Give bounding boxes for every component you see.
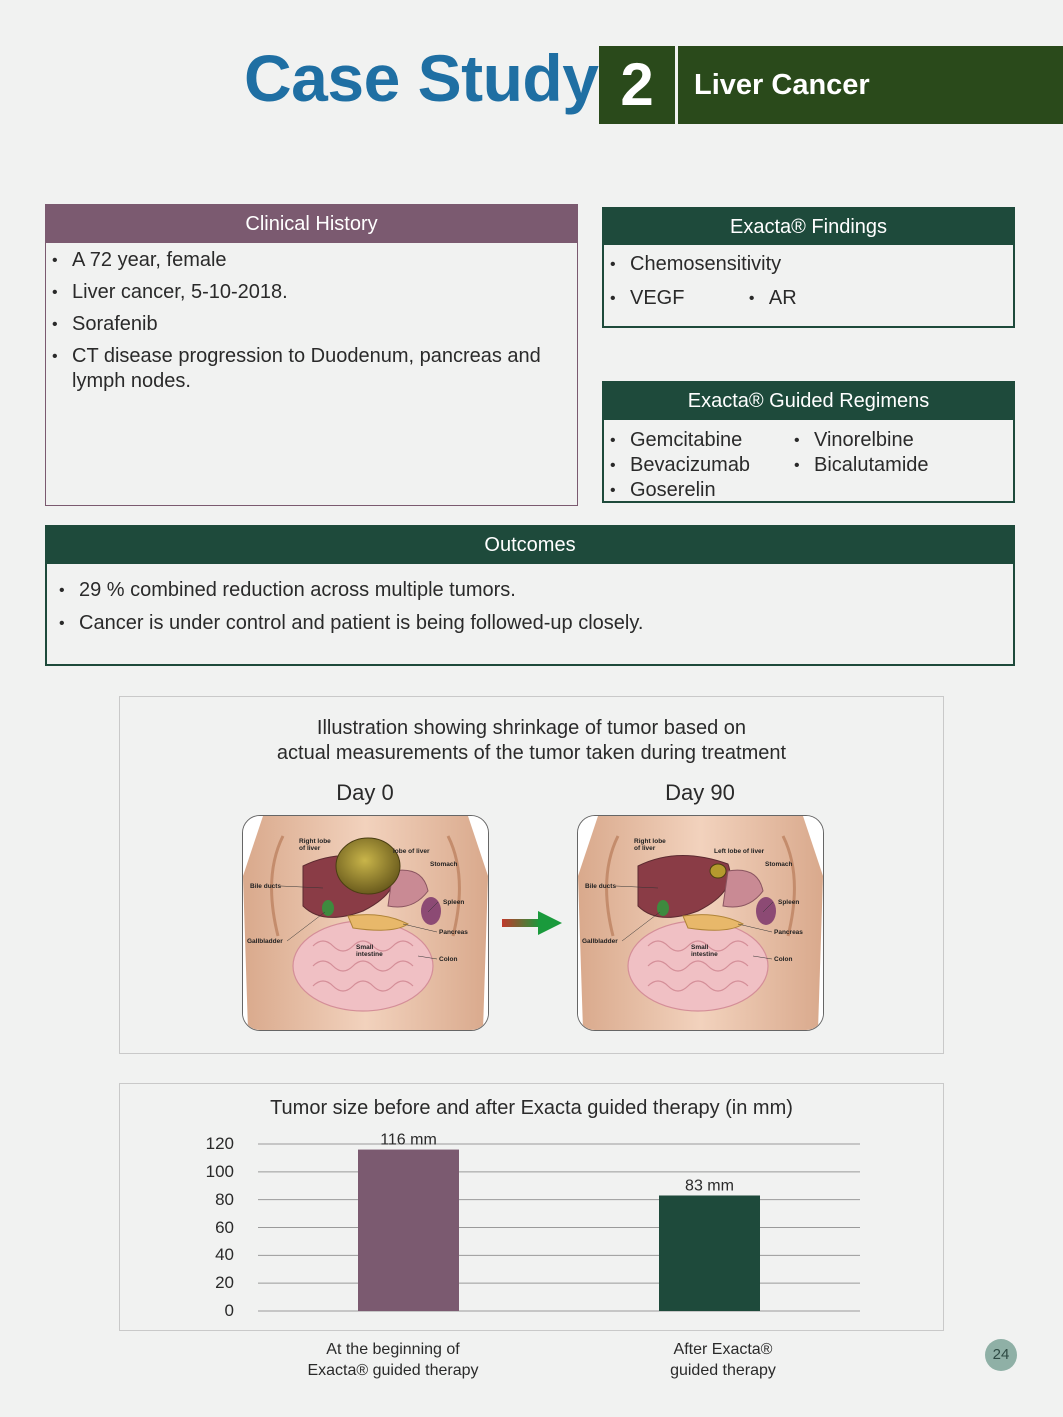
chart-title: Tumor size before and after Exacta guided therapy (in mm) xyxy=(270,1097,793,1119)
list-item: • Bicalutamide xyxy=(788,453,929,478)
label-right-lobe: Right lobe xyxy=(299,838,331,845)
findings-heading: Exacta® Findings xyxy=(604,209,1013,245)
label-bile-ducts: Bile ducts xyxy=(585,883,617,890)
regimens-heading: Exacta® Guided Regimens xyxy=(604,383,1013,420)
label-stomach: Stomach xyxy=(430,861,458,868)
regimens-list-col2 xyxy=(788,428,929,478)
illustration-panel xyxy=(119,696,944,1054)
findings-box xyxy=(602,207,1015,328)
list-item: • Cancer is under control and patient is being followed-up closely. xyxy=(53,611,1013,636)
category-label xyxy=(623,1339,823,1381)
label-right-lobe: Right lobe xyxy=(634,838,666,845)
bar-chart xyxy=(120,1084,943,1330)
list-item: • VEGF xyxy=(604,286,684,311)
illustration-title-line2: actual measurements of the tumor taken during treatment xyxy=(276,742,787,764)
list-item: • Vinorelbine xyxy=(788,428,929,453)
illustration-title xyxy=(120,716,943,766)
label-intestine: intestine xyxy=(691,951,718,958)
label-pancreas: Pancreas xyxy=(774,929,803,936)
list-item: • Liver cancer, 5-10-2018. xyxy=(46,280,569,305)
findings-list xyxy=(604,245,1013,311)
list-item: • Sorafenib xyxy=(46,312,569,337)
label-small: Small xyxy=(691,944,709,951)
list-item: • A 72 year, female xyxy=(46,248,569,273)
case-subtitle-banner: Liver Cancer xyxy=(678,46,1063,124)
label-of-liver: of liver xyxy=(299,845,321,852)
outcomes-list xyxy=(47,564,1013,636)
label-left-lobe: Left lobe of liver xyxy=(714,848,765,855)
y-tick-label: 100 xyxy=(205,1161,234,1181)
progress-arrow-icon xyxy=(502,910,564,936)
list-item: • 29 % combined reduction across multiple tumors. xyxy=(53,578,1013,603)
list-item: • Bevacizumab xyxy=(604,453,750,478)
page-title: Case Study xyxy=(244,41,599,115)
y-tick-label: 40 xyxy=(215,1245,234,1265)
regimens-list-col1 xyxy=(604,428,750,503)
list-item: • CT disease progression to Duodenum, pancreas and lymph nodes. xyxy=(46,344,569,394)
label-stomach: Stomach xyxy=(765,861,793,868)
label-of-liver: of liver xyxy=(634,845,656,852)
y-tick-label: 0 xyxy=(224,1301,234,1320)
label-gallbladder: Gallbladder xyxy=(247,938,283,945)
category-label xyxy=(293,1339,493,1381)
label-spleen: Spleen xyxy=(443,899,465,906)
label-bile-ducts: Bile ducts xyxy=(250,883,282,890)
day0-label: Day 0 xyxy=(336,780,394,805)
day0-anatomy-illustration xyxy=(242,815,489,1031)
label-colon: Colon xyxy=(439,956,458,963)
label-pancreas: Pancreas xyxy=(439,929,468,936)
category-label-line: At the beginning of xyxy=(326,1341,460,1358)
list-item: • Goserelin xyxy=(604,478,750,503)
y-tick-label: 60 xyxy=(215,1217,234,1237)
outcomes-heading: Outcomes xyxy=(47,527,1013,564)
list-item: • Gemcitabine xyxy=(604,428,750,453)
day90-anatomy-illustration xyxy=(577,815,824,1031)
y-tick-label: 20 xyxy=(215,1273,234,1293)
day90-label: Day 90 xyxy=(665,780,735,805)
clinical-history-heading: Clinical History xyxy=(46,205,577,243)
clinical-history-list xyxy=(46,243,577,394)
label-intestine: intestine xyxy=(356,951,383,958)
label-small: Small xyxy=(356,944,374,951)
outcomes-box xyxy=(45,525,1015,666)
chart-panel xyxy=(119,1083,944,1331)
list-item: • AR xyxy=(743,286,797,311)
clinical-history-box xyxy=(45,204,578,506)
page-number-badge: 24 xyxy=(985,1339,1017,1371)
data-label: 116 mm xyxy=(380,1131,437,1149)
illustration-title-line1: Illustration showing shrinkage of tumor based on xyxy=(316,717,747,739)
label-spleen: Spleen xyxy=(778,899,800,906)
label-left-lobe-partial: lobe of liver xyxy=(393,848,430,855)
y-tick-label: 120 xyxy=(205,1134,234,1153)
category-label-line: Exacta® guided therapy xyxy=(307,1362,479,1379)
category-label-line: guided therapy xyxy=(670,1362,776,1379)
y-tick-label: 80 xyxy=(215,1189,234,1209)
category-label-line: After Exacta® xyxy=(673,1341,773,1358)
label-gallbladder: Gallbladder xyxy=(582,938,618,945)
bar xyxy=(659,1195,760,1311)
case-number-badge: 2 xyxy=(599,46,675,124)
regimens-box xyxy=(602,381,1015,503)
bar xyxy=(358,1150,459,1311)
label-colon: Colon xyxy=(774,956,793,963)
data-label: 83 mm xyxy=(685,1177,734,1195)
list-item: • Chemosensitivity xyxy=(604,252,1013,277)
